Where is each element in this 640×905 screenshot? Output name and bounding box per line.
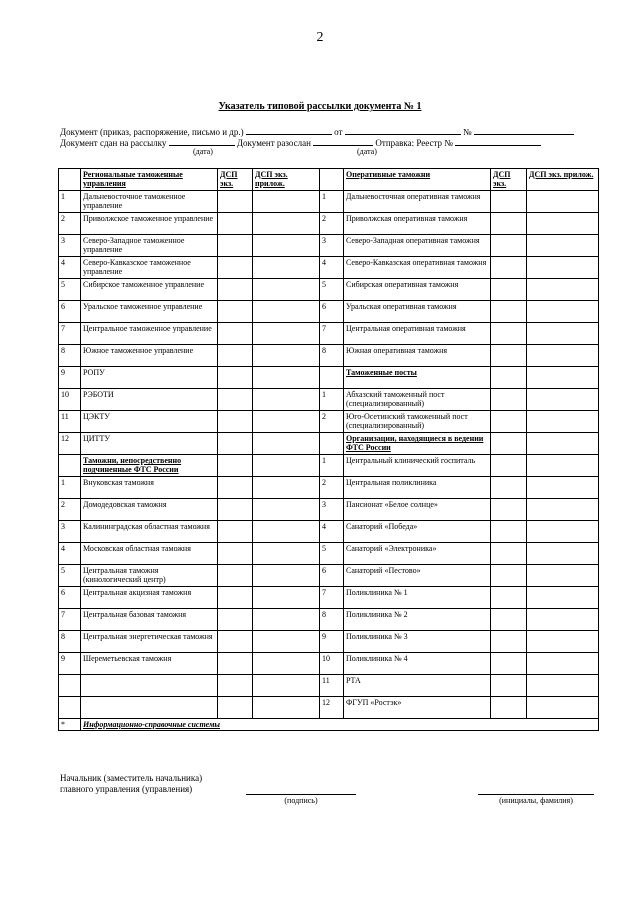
left-recipient: Шереметьевская таможня [81,653,218,675]
left-dsp-att-cell[interactable] [253,499,320,521]
left-number: 6 [59,587,81,609]
left-dsp-att-cell[interactable] [253,367,320,389]
number-field[interactable] [474,125,574,135]
right-recipient: Поликлиника № 4 [344,653,491,675]
right-number: 4 [320,257,344,279]
left-dsp-att-cell[interactable] [253,433,320,455]
table-row [59,455,599,477]
right-dsp-att-cell[interactable] [527,235,599,257]
right-recipient: Дальневосточная оперативная таможня [344,191,491,213]
left-dsp-att-cell[interactable] [253,323,320,345]
left-dsp-att-cell[interactable] [253,257,320,279]
right-dsp-cell[interactable] [491,543,527,565]
left-dsp-att-cell[interactable] [253,675,320,697]
left-dsp-cell[interactable] [218,389,253,411]
right-dsp-att-cell[interactable] [527,279,599,301]
left-dsp-att-cell[interactable] [253,345,320,367]
left-number: 1 [59,191,81,213]
left-dsp-cell[interactable] [218,279,253,301]
right-dsp-cell[interactable] [491,367,527,389]
dispatched-label: Документ разослан [236,138,311,148]
right-number: 3 [320,499,344,521]
right-number: 5 [320,279,344,301]
left-number: 3 [59,521,81,543]
right-dsp-cell[interactable] [491,565,527,587]
right-dsp-att-cell[interactable] [527,213,599,235]
table-row [59,543,599,565]
right-dsp-cell[interactable] [491,345,527,367]
right-dsp-att-cell[interactable] [527,521,599,543]
left-dsp-att-cell[interactable] [253,235,320,257]
right-recipient: Сибирская оперативная таможня [344,279,491,301]
right-dsp-att-cell[interactable] [527,433,599,455]
right-dsp-cell[interactable] [491,433,527,455]
left-recipient: ЦИТТУ [81,433,218,455]
left-recipient: Центральное таможенное управление [81,323,218,345]
right-recipient: Центральная оперативная таможня [344,323,491,345]
left-dsp-cell[interactable] [218,653,253,675]
table-row [59,389,599,411]
sent-date-field[interactable] [169,136,235,146]
info-systems-label: Информационно-справочные системы [81,719,599,731]
right-recipient: Санаторий «Победа» [344,521,491,543]
right-dsp-att-cell[interactable] [527,697,599,719]
right-number: 3 [320,235,344,257]
left-number: 4 [59,543,81,565]
left-number: 9 [59,367,81,389]
document-title: Указатель типовой рассылки документа № 1 [218,101,422,112]
right-dsp-att-cell[interactable] [527,191,599,213]
right-dsp-cell[interactable] [491,521,527,543]
right-dsp-att-cell[interactable] [527,499,599,521]
header-line-2 [60,136,541,148]
left-number: 7 [59,609,81,631]
table-row [59,609,599,631]
right-number: 8 [320,345,344,367]
col-left-dsp-att: ДСП экз. прилож. [253,169,320,191]
left-dsp-att-cell[interactable] [253,521,320,543]
col-left-dsp: ДСП экз. [218,169,253,191]
left-recipient: Северо-Западное таможенное управление [81,235,218,257]
left-dsp-cell[interactable] [218,213,253,235]
left-dsp-cell[interactable] [218,697,253,719]
table-row [59,587,599,609]
left-dsp-att-cell[interactable] [253,631,320,653]
right-dsp-cell[interactable] [491,235,527,257]
right-dsp-att-cell[interactable] [527,345,599,367]
right-dsp-att-cell[interactable] [527,455,599,477]
left-recipient: РОПУ [81,367,218,389]
left-dsp-cell[interactable] [218,411,253,433]
right-dsp-cell[interactable] [491,301,527,323]
right-dsp-att-cell[interactable] [527,477,599,499]
col-right-dsp-att: ДСП экз. прилож. [527,169,599,191]
left-dsp-cell[interactable] [218,345,253,367]
right-recipient: Организации, находящиеся в ведении ФТС России [344,433,491,455]
right-number: 2 [320,411,344,433]
left-dsp-cell[interactable] [218,235,253,257]
table-header-row [59,169,599,191]
table-row [59,653,599,675]
shipping-label: Отправка: Реестр № [375,138,453,148]
right-dsp-cell[interactable] [491,389,527,411]
table-row [59,565,599,587]
registry-field[interactable] [455,136,541,146]
footer-position-line-1: Начальник (заместитель начальника) [60,773,203,783]
doc-field[interactable] [246,125,332,135]
initials-caption: (инициалы, фамилия) [499,796,573,805]
right-dsp-cell[interactable] [491,609,527,631]
col-operational: Оперативные таможни [344,169,491,191]
left-dsp-att-cell[interactable] [253,609,320,631]
table-row [59,257,599,279]
right-recipient: ФГУП «Ростэк» [344,697,491,719]
no-label: № [462,127,472,137]
right-number: 9 [320,631,344,653]
left-recipient: Таможни, непосредственно подчиненные ФТС России [81,455,218,477]
right-recipient: Южная оперативная таможня [344,345,491,367]
table-row [59,323,599,345]
left-dsp-cell[interactable] [218,323,253,345]
left-recipient: Южное таможенное управление [81,345,218,367]
right-recipient: Поликлиника № 3 [344,631,491,653]
left-recipient: Приволжское таможенное управление [81,213,218,235]
col-regional: Региональные таможенные управления [81,169,218,191]
left-recipient: РЭБОТИ [81,389,218,411]
right-number: 1 [320,389,344,411]
table-row [59,411,599,433]
dispatched-date-field[interactable] [313,136,373,146]
right-number [320,433,344,455]
left-recipient [81,675,218,697]
left-dsp-att-cell[interactable] [253,411,320,433]
date-caption-1: (дата) [193,147,213,156]
table-row [59,521,599,543]
left-number: 4 [59,257,81,279]
left-dsp-att-cell[interactable] [253,279,320,301]
right-recipient: Уральская оперативная таможня [344,301,491,323]
right-recipient: Пансионат «Белое солнце» [344,499,491,521]
right-recipient: РТА [344,675,491,697]
left-recipient: Уральское таможенное управление [81,301,218,323]
table-row [59,477,599,499]
table-row [59,499,599,521]
left-dsp-cell[interactable] [218,499,253,521]
right-dsp-cell[interactable] [491,323,527,345]
left-dsp-att-cell[interactable] [253,587,320,609]
table-row [59,213,599,235]
left-recipient: Дальневосточное таможенное управление [81,191,218,213]
table-row [59,697,599,719]
left-dsp-att-cell[interactable] [253,213,320,235]
table-row [59,367,599,389]
right-dsp-att-cell[interactable] [527,543,599,565]
right-number: 6 [320,565,344,587]
left-dsp-cell[interactable] [218,367,253,389]
right-recipient: Центральный клинический госпиталь [344,455,491,477]
left-dsp-att-cell[interactable] [253,301,320,323]
right-dsp-cell[interactable] [491,631,527,653]
doc-label: Документ (приказ, распоряжение, письмо и др.) [60,127,244,137]
signature-caption: (подпись) [284,796,318,805]
left-recipient: Центральная базовая таможня [81,609,218,631]
right-dsp-att-cell[interactable] [527,565,599,587]
distribution-table [58,168,599,731]
right-dsp-cell[interactable] [491,653,527,675]
right-number: 1 [320,191,344,213]
right-recipient: Поликлиника № 2 [344,609,491,631]
left-dsp-cell[interactable] [218,631,253,653]
left-dsp-att-cell[interactable] [253,543,320,565]
left-dsp-cell[interactable] [218,301,253,323]
right-number: 7 [320,587,344,609]
left-dsp-cell[interactable] [218,543,253,565]
right-number: 7 [320,323,344,345]
right-dsp-att-cell[interactable] [527,675,599,697]
right-recipient: Приволжская оперативная таможня [344,213,491,235]
table-row [59,433,599,455]
left-dsp-cell[interactable] [218,587,253,609]
right-recipient: Санаторий «Пестово» [344,565,491,587]
left-recipient: Домодедовская таможня [81,499,218,521]
right-number [320,367,344,389]
left-dsp-att-cell[interactable] [253,565,320,587]
left-dsp-cell[interactable] [218,191,253,213]
left-number: 10 [59,389,81,411]
table-row [59,235,599,257]
initials-line[interactable] [478,794,594,795]
right-recipient: Центральная поликлиника [344,477,491,499]
table-row [59,301,599,323]
right-recipient: Санаторий «Электроника» [344,543,491,565]
right-dsp-att-cell[interactable] [527,367,599,389]
left-recipient [81,697,218,719]
right-dsp-att-cell[interactable] [527,587,599,609]
left-number: 12 [59,433,81,455]
left-recipient: Сибирское таможенное управление [81,279,218,301]
right-dsp-cell[interactable] [491,499,527,521]
left-dsp-cell[interactable] [218,675,253,697]
right-dsp-att-cell[interactable] [527,631,599,653]
left-number: 8 [59,631,81,653]
left-dsp-cell[interactable] [218,257,253,279]
left-dsp-cell[interactable] [218,477,253,499]
left-dsp-att-cell[interactable] [253,697,320,719]
right-number: 10 [320,653,344,675]
table-row [59,279,599,301]
left-dsp-att-cell[interactable] [253,191,320,213]
from-label: от [334,127,343,137]
left-number: 5 [59,279,81,301]
left-number [59,697,81,719]
right-recipient: Юго-Осетинский таможенный пост (специализированный) [344,411,491,433]
right-dsp-att-cell[interactable] [527,257,599,279]
table-row [59,345,599,367]
left-number: 1 [59,477,81,499]
right-dsp-cell[interactable] [491,697,527,719]
date-caption-2: (дата) [357,147,377,156]
page-number: 2 [316,30,324,45]
right-recipient: Северо-Кавказская оперативная таможня [344,257,491,279]
left-dsp-att-cell[interactable] [253,389,320,411]
table-row [59,631,599,653]
left-dsp-att-cell[interactable] [253,477,320,499]
right-dsp-cell[interactable] [491,257,527,279]
left-number: 9 [59,653,81,675]
left-dsp-cell[interactable] [218,455,253,477]
right-dsp-att-cell[interactable] [527,609,599,631]
left-number: 2 [59,213,81,235]
right-number: 8 [320,609,344,631]
left-number: 3 [59,235,81,257]
right-dsp-att-cell[interactable] [527,411,599,433]
left-number: 11 [59,411,81,433]
left-recipient: Внуковская таможня [81,477,218,499]
right-number: 4 [320,521,344,543]
table-row [59,675,599,697]
sent-label: Документ сдан на рассылку [60,138,167,148]
left-recipient: Центральная акцизная таможня [81,587,218,609]
right-number: 2 [320,213,344,235]
right-dsp-cell[interactable] [491,675,527,697]
left-number [59,675,81,697]
right-recipient: Абхазский таможенный пост (специализированный) [344,389,491,411]
left-recipient: ЦЭКТУ [81,411,218,433]
left-recipient: Калининградская областная таможня [81,521,218,543]
left-dsp-att-cell[interactable] [253,455,320,477]
left-number [59,455,81,477]
left-dsp-cell[interactable] [218,521,253,543]
left-number: 7 [59,323,81,345]
right-dsp-att-cell[interactable] [527,653,599,675]
right-dsp-att-cell[interactable] [527,389,599,411]
right-number: 11 [320,675,344,697]
right-recipient: Таможенные посты [344,367,491,389]
left-recipient: Северо-Кавказское таможенное управление [81,257,218,279]
table-row [59,191,599,213]
left-recipient: Московская областная таможня [81,543,218,565]
right-dsp-cell[interactable] [491,213,527,235]
right-number: 1 [320,455,344,477]
info-systems-row [59,719,599,731]
left-recipient: Центральная энергетическая таможня [81,631,218,653]
right-number: 12 [320,697,344,719]
signature-line[interactable] [246,794,356,795]
right-number: 5 [320,543,344,565]
left-number: 6 [59,301,81,323]
right-dsp-cell[interactable] [491,587,527,609]
right-dsp-cell[interactable] [491,191,527,213]
right-dsp-cell[interactable] [491,477,527,499]
left-dsp-cell[interactable] [218,433,253,455]
footer-position-line-2: главного управления (управления) [60,784,193,794]
date-field[interactable] [345,125,461,135]
left-dsp-cell[interactable] [218,609,253,631]
right-dsp-att-cell[interactable] [527,301,599,323]
right-dsp-cell[interactable] [491,279,527,301]
right-dsp-cell[interactable] [491,455,527,477]
info-mark: * [59,719,81,731]
right-number: 6 [320,301,344,323]
left-dsp-cell[interactable] [218,565,253,587]
right-dsp-cell[interactable] [491,411,527,433]
right-number: 2 [320,477,344,499]
right-dsp-att-cell[interactable] [527,323,599,345]
left-number: 5 [59,565,81,587]
left-recipient: Центральная таможня (кинологический центр) [81,565,218,587]
col-right-dsp: ДСП экз. [491,169,527,191]
right-recipient: Поликлиника № 1 [344,587,491,609]
left-number: 2 [59,499,81,521]
left-dsp-att-cell[interactable] [253,653,320,675]
right-recipient: Северо-Западная оперативная таможня [344,235,491,257]
left-number: 8 [59,345,81,367]
